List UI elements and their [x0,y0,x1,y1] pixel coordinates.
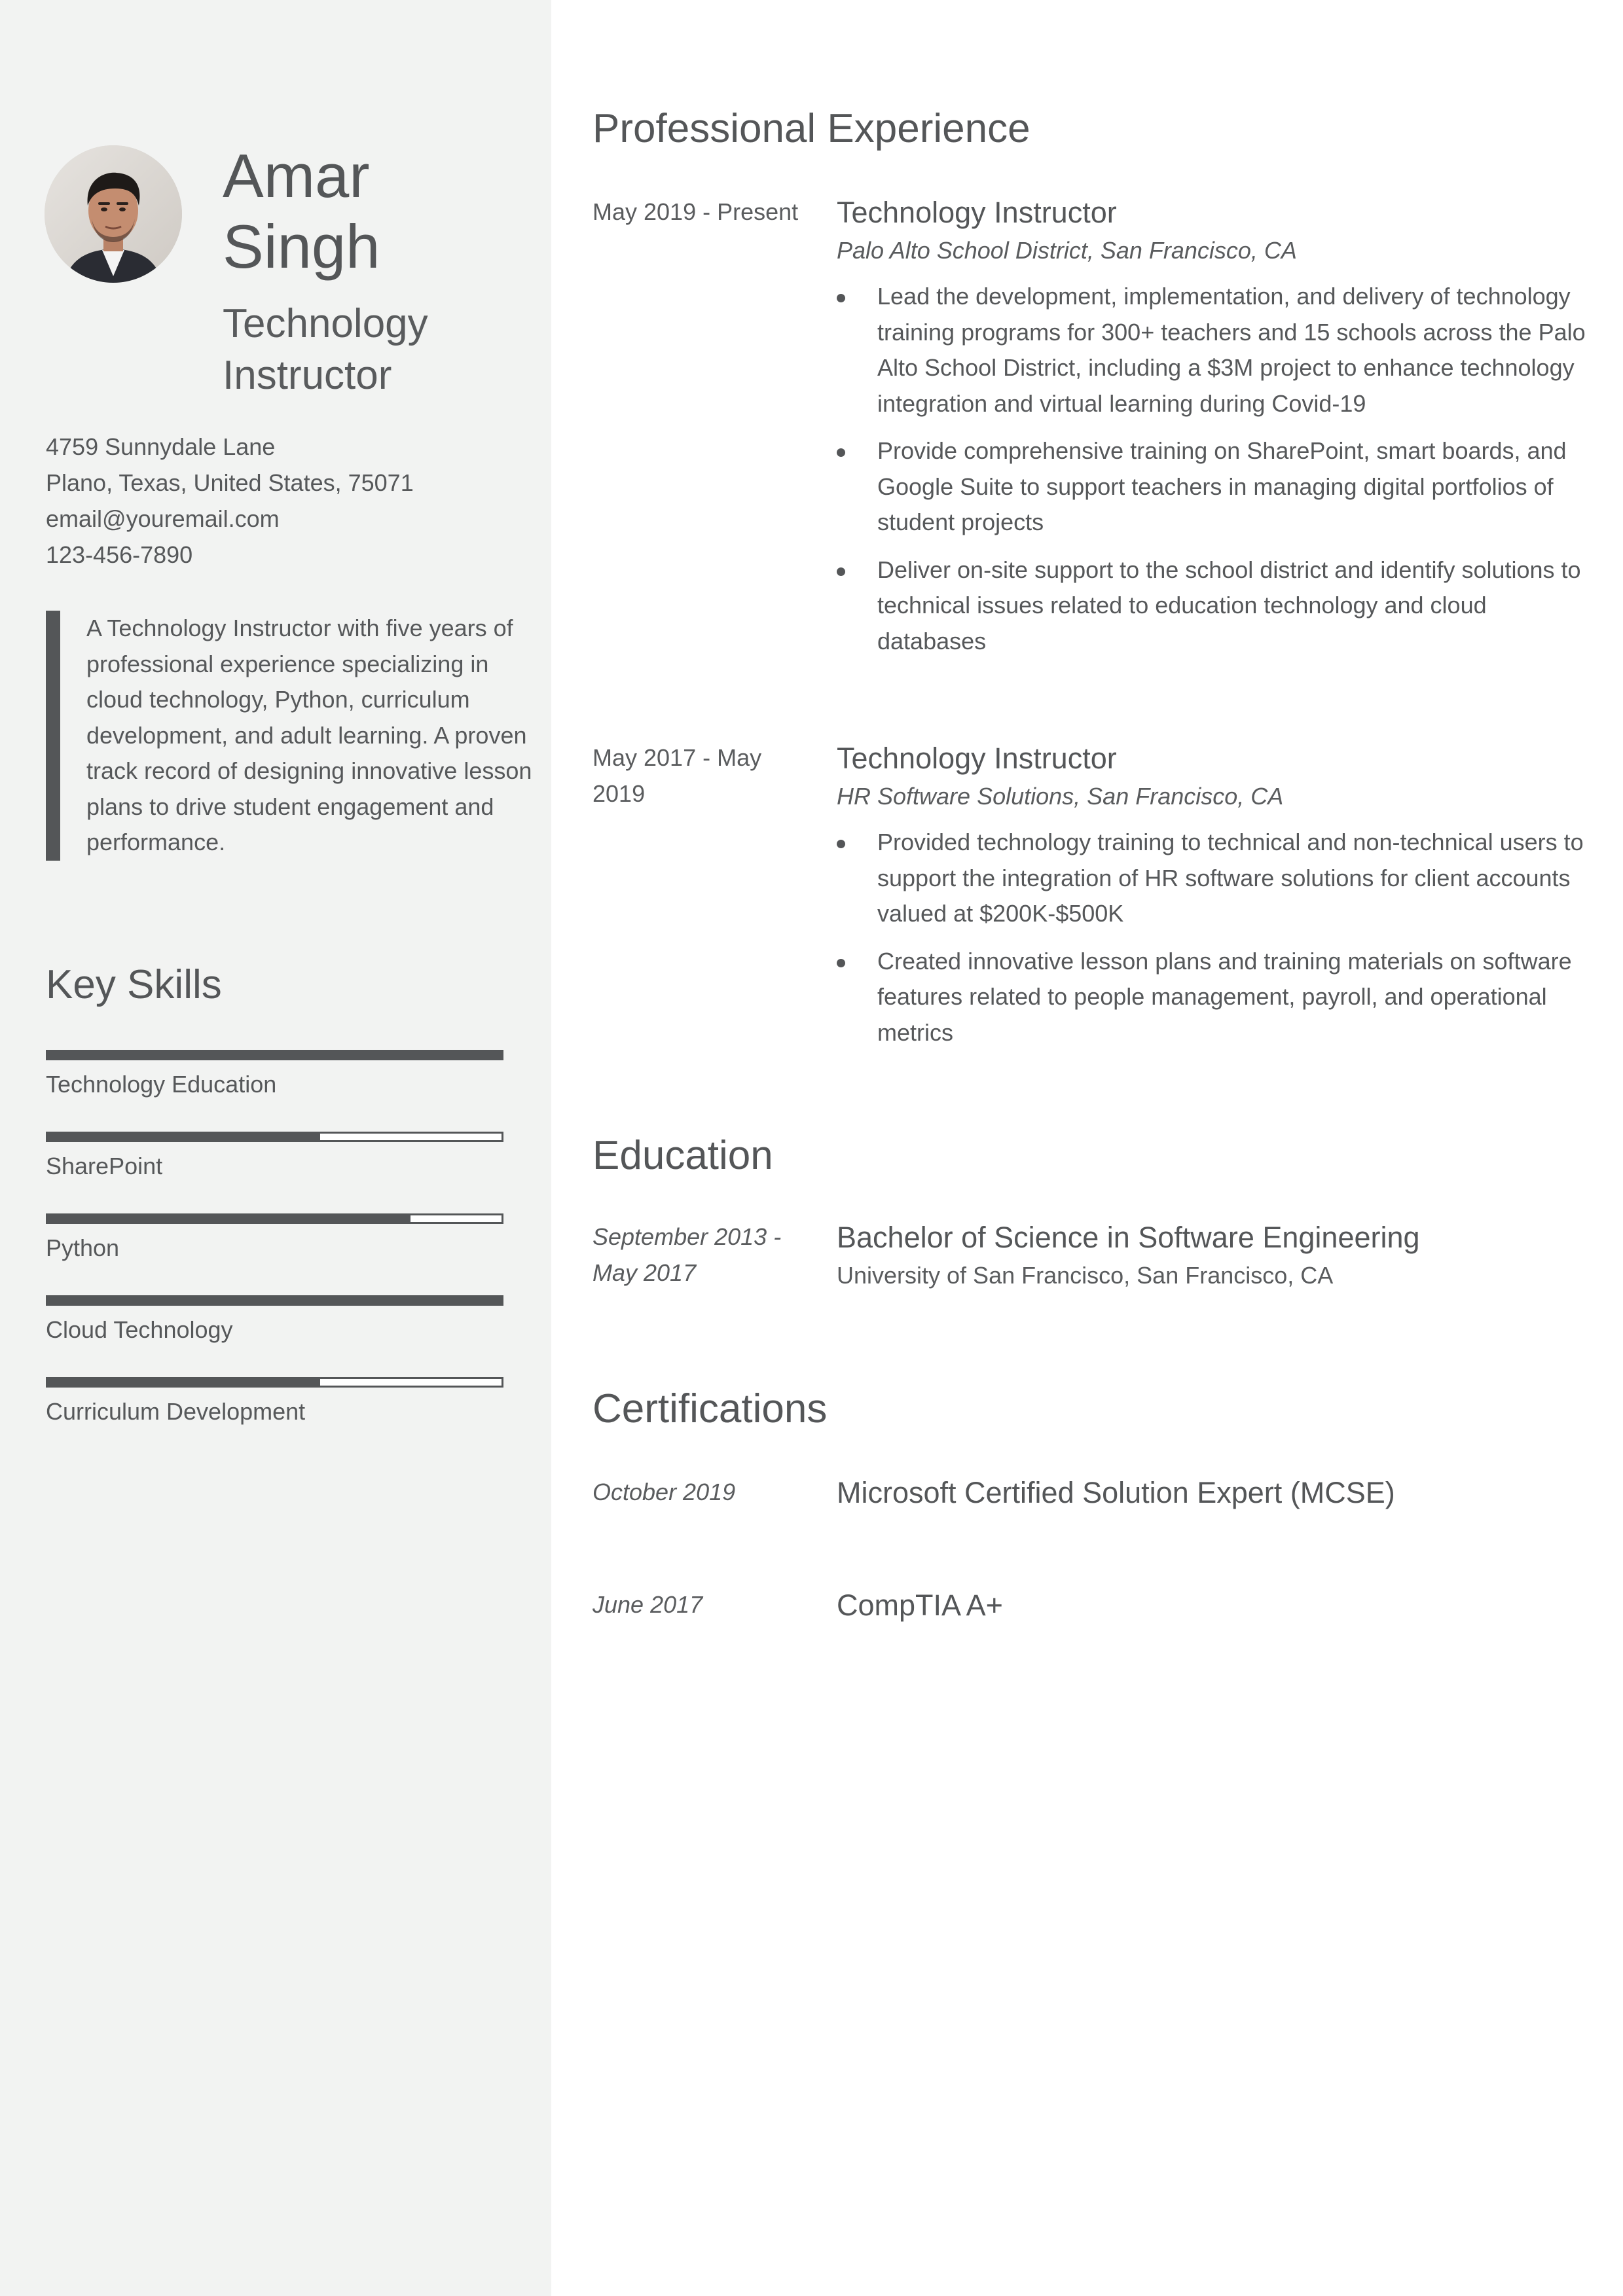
experience-dates: May 2017 - May 2019 [593,744,762,807]
title-line-1: Technology [223,301,428,346]
skill-level-fill [48,1379,320,1386]
skill-name: Technology Education [46,1071,277,1098]
education-heading: Education [593,1133,773,1178]
avatar [45,145,182,283]
title-line-2: Instructor [223,353,392,398]
portrait-photo [45,145,182,283]
skill-level-bar [46,1050,503,1060]
experience-heading: Professional Experience [593,106,1030,151]
skill-item [46,1050,503,1132]
education-school: University of San Francisco, San Francisco, CA [837,1262,1334,1289]
experience-title: Technology Instructor [837,742,1117,775]
last-name: Singh [223,212,380,281]
experience-bullets [837,279,1588,659]
bullet-dot-icon [837,448,845,457]
experience-company: Palo Alto School District, San Francisco, CA [837,237,1297,264]
contact-city: Plano, Texas, United States, 75071 [46,469,414,496]
bullet-item [837,552,1588,660]
candidate-name [223,141,530,282]
skills-list [46,1050,503,1459]
bullet-item [837,433,1588,541]
first-name: Amar [223,141,370,210]
skill-level-bar [46,1377,503,1388]
skill-name: Python [46,1234,120,1261]
bullet-text: Created innovative lesson plans and training materials on software features related to people management, payroll, and operational metrics [877,947,1572,1046]
experience-title: Technology Instructor [837,196,1117,229]
certifications-heading: Certifications [593,1386,828,1431]
skill-item [46,1213,503,1295]
experience-body [837,740,1588,1062]
skill-name: Curriculum Development [46,1398,306,1425]
skill-name: Cloud Technology [46,1316,233,1343]
job-title-heading [223,298,530,401]
certification-name: Microsoft Certified Solution Expert (MCSE) [837,1476,1395,1509]
skill-level-fill [48,1297,501,1304]
bullet-dot-icon [837,567,845,576]
bullet-text: Provided technology training to technical and non-technical users to support the integration of HR software solutions for client accounts valued at $200K-$500K [877,829,1584,927]
skill-name: SharePoint [46,1153,163,1179]
bullet-dot-icon [837,294,845,302]
skill-item [46,1295,503,1377]
education-dates: September 2013 - May 2017 [593,1223,782,1286]
skill-level-bar [46,1213,503,1224]
sidebar [0,0,551,2296]
bullet-text: Deliver on-site support to the school district and identify solutions to technical issues related to education technology and cloud databases [877,556,1581,655]
contact-email[interactable]: email@youremail.com [46,505,280,532]
certification-body [837,1474,1588,1512]
bullet-dot-icon [837,959,845,967]
certification-date: October 2019 [593,1479,736,1505]
experience-company: HR Software Solutions, San Francisco, CA [837,783,1284,810]
bullet-item [837,944,1588,1051]
education-degree: Bachelor of Science in Software Engineering [837,1221,1420,1254]
main-content [593,0,1588,2296]
bullet-item [837,825,1588,932]
experience-dates: May 2019 - Present [593,198,799,225]
skill-level-fill [48,1052,501,1058]
skill-level-bar [46,1132,503,1142]
contact-street: 4759 Sunnydale Lane [46,433,276,460]
contact-phone[interactable]: 123-456-7890 [46,541,193,568]
certification-date: June 2017 [593,1591,703,1618]
skill-level-bar [46,1295,503,1306]
contact-info [46,429,530,573]
certification-name: CompTIA A+ [837,1588,1003,1622]
skill-level-fill [48,1134,320,1140]
certification-body [837,1587,1588,1624]
bullet-text: Lead the development, implementation, and delivery of technology training programs for 300+ teachers and 15 schools across the Palo Alto School District, including a $3M project to enhance technology integration and virtual learning during Covid-19 [877,283,1586,417]
skills-heading: Key Skills [46,962,222,1007]
bullet-dot-icon [837,840,845,848]
education-body [837,1219,1588,1292]
experience-body [837,194,1588,671]
profile-summary: A Technology Instructor with five years of professional experience specializing in cloud technology, Python, curriculum development, and adult learning. A proven track record of designing innovative lesson plans to drive student engagement and performance. [46,611,545,861]
bullet-item [837,279,1588,422]
skill-level-fill [48,1215,410,1222]
experience-bullets [837,825,1588,1050]
skill-item [46,1132,503,1213]
bullet-text: Provide comprehensive training on SharePoint, smart boards, and Google Suite to support teachers in managing digital portfolios of student projects [877,437,1567,535]
skill-item [46,1377,503,1459]
